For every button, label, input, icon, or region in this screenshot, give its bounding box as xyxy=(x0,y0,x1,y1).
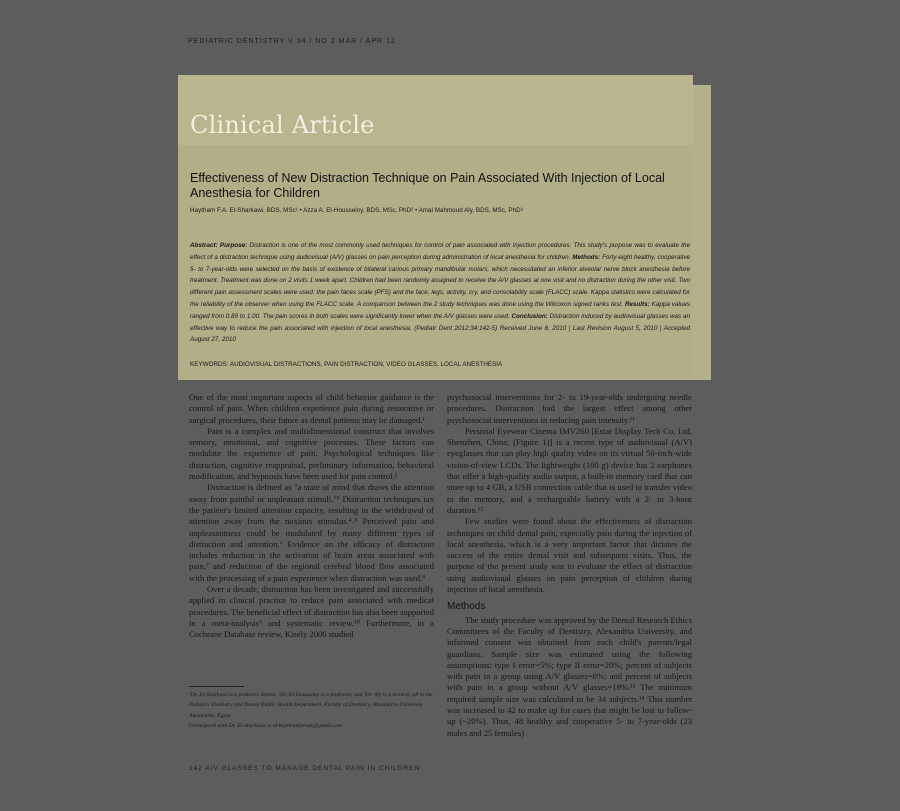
purpose-text: Distraction is one of the most commonly used techniques for control of pain associated with injection procedures. This study's purpose was to evaluate the effect of a distraction technique using audiovisual (A/V) glasses on pain perception during administration of local anesthesia for children. xyxy=(190,242,691,261)
footnote-divider xyxy=(189,686,244,687)
band-edge xyxy=(693,85,711,380)
correspondence-note: Correspond with Dr. El-Sharkawi at dr.haythamfarouk@gmail.com xyxy=(189,723,342,730)
paragraph: psychosocial interventions for 2- to 19-year-olds undergoing needle procedures. Distraction had the largest effect among other psychosocial interventions in reducing pain intensity.¹¹ xyxy=(447,392,692,425)
abstract-label: Abstract: xyxy=(190,242,218,249)
abstract xyxy=(190,240,690,346)
paragraph: Over a decade, distraction has been investigated and successfully applied in clinical practice to reduce pain associated with medical procedures. The beneficial effect of distraction has also been supported in a meta-analysis⁹ and systematic review.¹⁰ Furthermore, in a Cochrane Database review, Kisely 2006 studied xyxy=(189,584,434,640)
paragraph: One of the most important aspects of child behavior guidance is the control of pain. When children experience pain during restorative or surgical procedures, their future as dental patients may be damaged.¹ xyxy=(189,392,434,425)
methods-text: Forty-eight healthy, cooperative 5- to 7-year-olds were selected on the basis of existence of bilateral carious primary mandibular molars, which necessitated an inferior alveolar nerve block anesthesia before treatment. Treatment was done on 2 visits 1 week apart. Children had been randomly assigned to receive the A/V glasses at one visit and no distraction during the other visit. Two different pain assessment scales were used: the pain faces scale (PFS) and the face, legs, activity, cry, and consolability scale (FLACC) scale. Kappa statistics were calculated for the reliability of the observer when using the FLACC scale. A comparison between the 2 study techniques was done using the Wilcoxon signed ranks test. xyxy=(190,253,690,308)
conclusion-text: Distraction induced by audiovisual glasses was an effective way to reduce the pain associated with injection of local anesthesia. xyxy=(190,312,691,332)
purpose-label: Purpose: xyxy=(219,242,248,249)
article-title: Effectiveness of New Distraction Technique on Pain Associated With Injection of Local Anesthesia for Children xyxy=(190,171,665,200)
body-column-left xyxy=(189,392,434,641)
conclusion-label: Conclusion: xyxy=(511,312,548,320)
methods-label: Methods: xyxy=(572,253,601,261)
body-column-right xyxy=(447,392,692,739)
paragraph: The study procedure was approved by the Dental Research Ethics Committees of the Faculty of Dentistry, Alexandria University, and informed consent was obtained from each child's parents/legal guardians. Sample size was estimated using the following assumptions: type I error=5%; type II error=20%; percent of subjects with pain in a group using A/V glasses=0%; and percent of subjects with pain in a group without A/V glasses=19%.¹³ The minimum required sample size was calculated to be 34 subjects.¹⁴ This number was increased to 42 to make up for cases that might be lost to follow-up (~20%). Thus, 48 healthy and cooperative 5- to 7-year-olds (23 males and 25 females) xyxy=(447,614,692,738)
keywords: KEYWORDS: AUDIOVISUAL DISTRACTIONS, PAIN DISTRACTION, VIDEO GLASSES, LOCAL ANESTHESIA xyxy=(190,361,503,368)
running-head: PEDIATRIC DENTISTRY V 34 / NO 2 MAR / APR 12 xyxy=(188,38,396,45)
paragraph: Pain is a complex and multidimensional construct that involves sensory, emotional, and cognitive processes. These factors can modulate the experience of pain. Psychological techniques like distraction, cognitive reappraisal, preliminary information, behavioral modification, and hypnosis have been used for pain control.² xyxy=(189,425,434,482)
results-text: Kappa values ranged from 0.89 to 1.00. The pain scores in both scales were significantly lower when the A/V glasses were used. xyxy=(190,300,691,320)
methods-heading: Methods xyxy=(447,601,486,613)
paragraph: Few studies were found about the effectiveness of distraction techniques on child dental pain, especially pain during the injection of local anesthesia, which is a very important factor that dictates the success of the entire dental visit and subsequent visits. Thus, the purpose of the present study was to evaluate the effect of distraction using audiovisual glasses on pain perception of children during injection of local anesthesia. xyxy=(447,516,692,595)
citation-text: (Pediatr Dent 2012;34:142-5) Received June 8, 2010 | Last Revision August 5, 2010 | Accepted August 27, 2010 xyxy=(190,324,690,344)
section-title: Clinical Article xyxy=(190,111,375,139)
affiliation-note: ¹Dr. El-Sharkawi is a pediatric dentist. ²Dr. El-Housseiny is a professor, and ³Dr. Aly is a lecturer, all in the Pediatric Dentistry and Dental Public Health Department, Faculty of Dentistry, Alexandria University Alexandria, Egypt. xyxy=(189,692,433,719)
author-list: Haytham F.A. El-Sharkawi, BDS, MSc¹ • Azza A. El-Housseiny, BDS, MSc, PhD² • Amal Mahmoud Aly, BDS, MSc, PhD³ xyxy=(190,207,523,214)
author-footnote xyxy=(189,690,437,732)
paragraph: Distraction is defined as "a state of mind that draws the attention away from painful or unpleasant stimuli."³ Distraction techniques tax the patient's limited attention capacity, resulting in the withdrawal of attention away from the noxious stimulus.⁴˒⁵ Perceived pain and unpleasantness could be modulated by many different types of distraction and attention.⁶ Evidence on the efficacy of distraction includes reduction in the activation of brain areas associated with pain,⁷ and reduction of the regional cerebral blood flow associated with the processing of a pain experience when distraction was used.⁸ xyxy=(189,482,434,583)
paragraph: Personal Eyewear Cinema IMV260 [Estar Display Tech Co, Ltd, Shenzhen, China; (Figure 1)] is a recent type of audiovisual (A/V) eyeglasses that can play high quality video on its virtual 50-inch-wide vision-of-view LCDs. The lightweight (100 g) device has 2 earphones that offer a high-quality audio output, a built-in memory card that can store up to 4 GB, a USB connection cable that is used to transfer video to the memory, and a rechargeable battery with a 2- to 3-hour duration.¹² xyxy=(447,425,692,515)
page-footer: 142 A/V GLASSES TO MANAGE DENTAL PAIN IN CHILDREN xyxy=(189,765,421,772)
results-label: Results: xyxy=(624,300,650,308)
